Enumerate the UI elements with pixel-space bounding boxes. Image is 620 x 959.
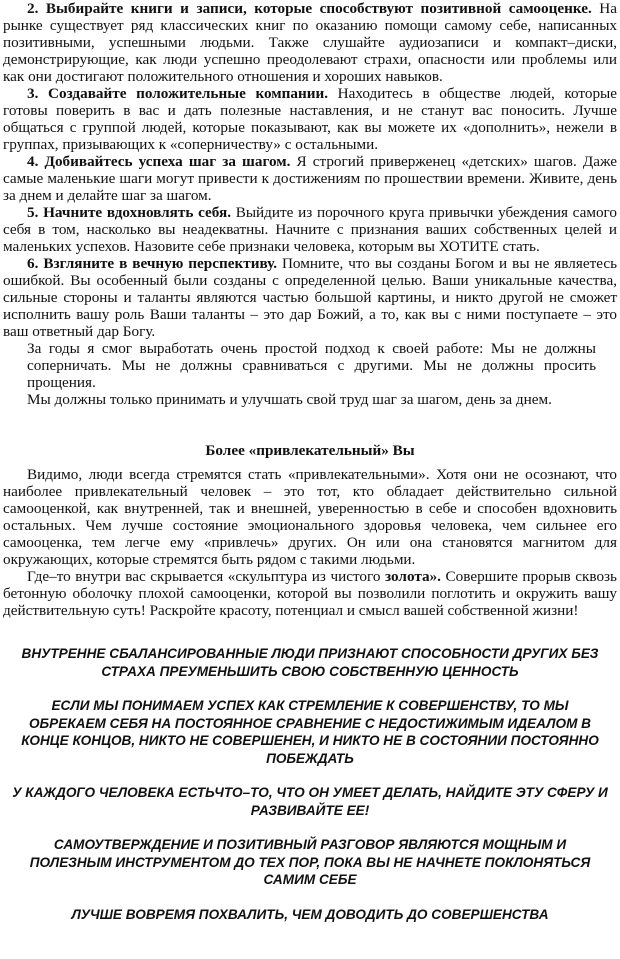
body-emphasis: золота».: [385, 568, 441, 585]
paragraph-6: [0, 255, 620, 340]
paragraph-text: Помните, что вы созданы Богом и вы не являетесь ошибкой. Вы особенный были созданы с определенной целью. Ваши уникальные качества, сильные стороны и таланты являются частью большой картины, и никто другой не сможет исполнить вашу роль Ваши таланты – это дар Божий, а то, как вы с ними поступаете – это ваш ответный дар Богу.: [3, 255, 617, 340]
maxim-2: ЕСЛИ МЫ ПОНИМАЕМ УСПЕХ КАК СТРЕМЛЕНИЕ К СОВЕРШЕНСТВУ, ТО МЫ ОБРЕКАЕМ СЕБЯ НА ПОСТОЯННОЕ СРАВНЕНИЕ С НЕДОСТИЖИМЫМ ИДЕАЛОМ В КОНЦЕ КОНЦОВ, НИКТО НЕ СОВЕРШЕНЕН, И НИКТО НЕ В СОСТОЯНИИ ПОСТОЯННО ПОБЕЖДАТЬ: [21, 698, 599, 766]
spacer: [0, 619, 620, 645]
body-text: Где–то внутри вас скрывается «скульптура из чистого: [27, 568, 386, 585]
paragraph-3: [0, 85, 620, 153]
quote-follow: Мы должны только принимать и улучшать свой труд шаг за шагом, день за днем.: [27, 391, 552, 408]
maxim-5: ЛУЧШЕ ВОВРЕМЯ ПОХВАЛИТЬ, ЧЕМ ДОВОДИТЬ ДО СОВЕРШЕНСТВА: [71, 906, 549, 922]
paragraph-text: Я строгий приверженец «детских» шагов. Даже самые маленькие шаги могут привести к достижениям по прошествии времени. Живите, день за днем и делайте шаг за шагом.: [3, 153, 617, 204]
spacer: [0, 819, 620, 836]
section-heading: Более «привлекательный» Вы: [205, 442, 415, 459]
quote-block: За годы я смог выработать очень простой подход к своей работе: Мы не должны соперничать. Мы не должны сравниваться с другими. Мы не должны просить прощения.: [27, 340, 596, 391]
spacer: [0, 408, 620, 442]
paragraph-text: Выйдите из порочного круга привычки убеждения самого себя в том, насколько вы неадекватны. Начните с признания ваших собственных целей и маленьких успехов. Назовите себе признаки человека, которым вы ХОТИТЕ стать.: [3, 204, 617, 255]
paragraph-lead: 4. Добивайтесь успеха шаг за шагом.: [27, 153, 291, 170]
body-paragraph-2: [0, 568, 620, 619]
paragraph-lead: 3. Создавайте положительные компании.: [27, 85, 329, 102]
spacer: [0, 680, 620, 697]
paragraph-2: [0, 0, 620, 85]
paragraph-4: [0, 153, 620, 204]
spacer: [0, 459, 620, 466]
body-paragraph-1: Видимо, люди всегда стремятся стать «привлекательными». Хотя они не осознают, что наиболее привлекательный человек – это тот, кто обладает действительно сильной самооценкой, как внутренней, так и внешней, уверенностью в себе и способен вдохновить остальных. Чем лучше состояние эмоционального здоровья человека, чем сильнее его самооценка, тем легче ему «привлечь» других. Он или она становятся магнитом для окружающих, которые стремятся быть рядом с такими людьми.: [3, 466, 617, 568]
spacer: [0, 767, 620, 784]
paragraph-lead: 6. Взгляните в вечную перспективу.: [27, 255, 277, 272]
paragraph-5: [0, 204, 620, 255]
maxim-3: У КАЖДОГО ЧЕЛОВЕКА ЕСТЬЧТО–ТО, ЧТО ОН УМЕЕТ ДЕЛАТЬ, НАЙДИТЕ ЭТУ СФЕРУ И РАЗВИВАЙТЕ ЕЕ!: [12, 785, 608, 818]
maxim-4: САМОУТВЕРЖДЕНИЕ И ПОЗИТИВНЫЙ РАЗГОВОР ЯВЛЯЮТСЯ МОЩНЫМ И ПОЛЕЗНЫМ ИНСТРУМЕНТОМ ДО ТЕХ ПОР, ПОКА ВЫ НЕ НАЧНЕТЕ ПОКЛОНЯТЬСЯ САМИМ СЕБЕ: [29, 837, 591, 887]
maxim-1: ВНУТРЕННЕ СБАЛАНСИРОВАННЫЕ ЛЮДИ ПРИЗНАЮТ СПОСОБНОСТИ ДРУГИХ БЕЗ СТРАХА ПРЕУМЕНЬШИТЬ СВОЮ СОБСТВЕННУЮ ЦЕННОСТЬ: [21, 646, 599, 679]
spacer: [0, 889, 620, 906]
paragraph-text: На рынке существует ряд классических книг по оказанию помощи самому себе, написанных позитивными, успешными людьми. Также слушайте аудиозаписи и компакт–диски, демонстрирующие, как люди успешно преодолевают страхи, опасности или проблемы или как они достигают положительного отношения и хороших навыков.: [3, 0, 617, 85]
paragraph-text: Находитесь в обществе людей, которые готовы поверить в вас и дать полезные наставления, и не станут вас поносить. Лучше общаться с группой людей, которые показывают, как вы можете их «дополнить», нежели в группах, призывающих к «соперничеству» с остальными.: [3, 85, 617, 153]
paragraph-lead: 2. Выбирайте книги и записи, которые способствуют позитивной самооценке.: [27, 0, 592, 17]
paragraph-lead: 5. Начните вдохновлять себя.: [27, 204, 231, 221]
body-text: Совершите прорыв сквозь бетонную оболочку плохой самооценки, которой вы позволили поглотить и окружить вашу действительную суть! Раскройте красоту, потенциал и смысл вашей собственной жизни!: [3, 568, 617, 619]
